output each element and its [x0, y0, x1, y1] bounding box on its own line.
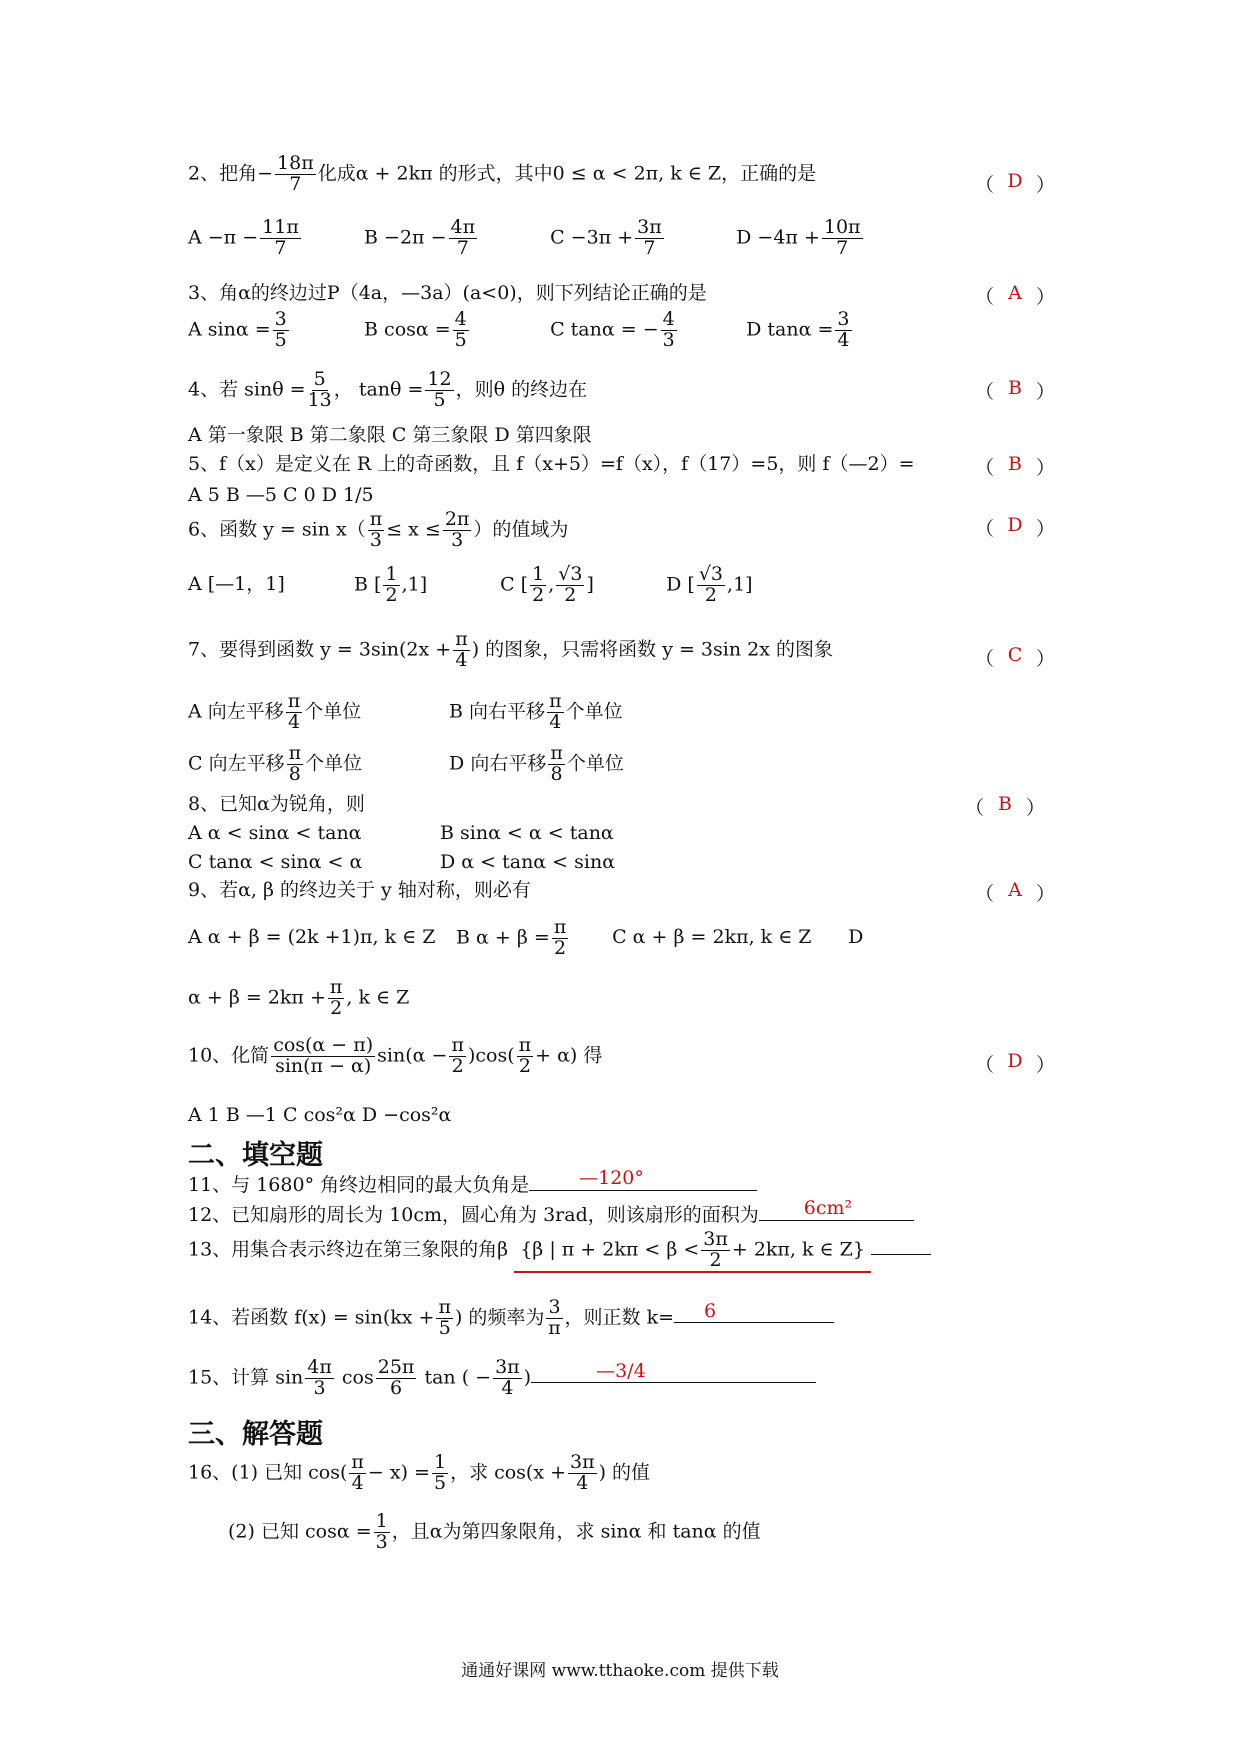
q6-opt-b-post: ,1]	[401, 573, 428, 596]
q16a-f3-num: 3π	[570, 1451, 595, 1473]
q4-f2-den: 5	[433, 388, 446, 411]
q14-func: f(x) = sin(kx +	[294, 1306, 435, 1329]
q7-opt-b-den: 4	[549, 710, 562, 733]
q16a-f3-den: 4	[576, 1471, 589, 1494]
q16a-f2-den: 5	[433, 1471, 447, 1494]
question-11	[188, 1167, 757, 1197]
q15-f3-num: 3π	[495, 1356, 520, 1378]
q6-opt-c-den2: 2	[564, 583, 577, 606]
q9-opt-d-label: D	[848, 926, 864, 949]
q10-prefix: 10、化简	[188, 1044, 270, 1067]
q14-mid: ) 的频率为	[454, 1306, 545, 1329]
q3-opt-c-num: 4	[662, 308, 675, 330]
q9-opt-c: C α + β = 2kπ, k ∈ Z	[612, 926, 812, 949]
q6-opt-c-post: ]	[586, 573, 594, 596]
answer-6-value: D	[1007, 514, 1023, 536]
q6-opt-c-den1: 2	[532, 583, 545, 606]
q7-opt-c-den: 8	[288, 762, 301, 785]
q4-f1-den: 13	[307, 388, 332, 411]
answer-7-value: C	[1007, 644, 1023, 666]
answer-3: （ A ）	[975, 282, 1055, 308]
q7-opt-b-post: 个单位	[565, 700, 623, 723]
q9-opt-d-num: π	[329, 976, 343, 998]
q10-mid2: )cos(	[467, 1044, 515, 1067]
q10-f3-num: π	[518, 1034, 532, 1056]
q16b-prefix: (2) 已知 cosα =	[228, 1520, 372, 1543]
q8-options-cd	[188, 851, 615, 874]
q15-f1-den: 3	[313, 1376, 326, 1399]
q8-options-ab	[188, 822, 614, 845]
answer-7: （ C ）	[975, 644, 1055, 670]
q15-m3: )	[523, 1366, 532, 1389]
q14-f2-num: 3	[548, 1296, 561, 1318]
q9-opt-b: B α + β =	[456, 926, 550, 949]
q10-post: + α) 得	[535, 1044, 603, 1067]
q7-opt-d-den: 8	[550, 762, 563, 785]
q2-options	[188, 218, 865, 259]
page-footer: 通通好课网 www.tthaoke.com 提供下载	[461, 1661, 779, 1681]
question-16-part2	[228, 1512, 761, 1553]
q10-f2-den: 2	[451, 1054, 464, 1077]
q6-opt-b: B [	[354, 573, 382, 596]
q7-opt-d-num: π	[550, 742, 563, 764]
q3-opt-b-den: 5	[454, 328, 467, 351]
q9-opt-d-den: 2	[330, 996, 343, 1019]
q7-opt-a-den: 4	[287, 710, 301, 733]
question-8: 8、已知α为锐角，则	[188, 793, 365, 815]
q16a-m2: ，求 cos(x +	[450, 1461, 567, 1484]
q6-opt-a: A [—1，1]	[188, 573, 285, 596]
q10-f1-num: cos(α − π)	[273, 1034, 374, 1056]
q13-blank-tail	[871, 1234, 931, 1255]
question-9: 9、若α, β 的终边关于 y 轴对称，则必有	[188, 879, 531, 901]
q2-opt-b-num: 4π	[450, 216, 476, 238]
question-15	[188, 1358, 816, 1399]
q6-f2-den: 3	[451, 528, 464, 551]
q8-opt-b: B sinα < α < tanα	[440, 822, 614, 844]
q6-opt-b-num: 1	[385, 563, 398, 585]
q2-prefix: 2、把角	[188, 162, 258, 185]
q14-answer: 6	[704, 1299, 717, 1322]
q6-prefix: 6、函数 y = sin x（	[188, 518, 366, 541]
q6-opt-c-sep: ,	[548, 573, 555, 596]
q7-post: ) 的图象，只需将函数 y = 3sin 2x 的图象	[471, 638, 833, 661]
q10-mid1: sin(α −	[377, 1044, 448, 1067]
answer-10-value: D	[1007, 1050, 1023, 1072]
question-13	[188, 1230, 931, 1273]
q16a-prefix: 16、(1) 已知 cos(	[188, 1461, 348, 1484]
q15-f2-den: 6	[390, 1376, 403, 1399]
q7-f-num: π	[455, 628, 468, 650]
q6-opt-d-post: ,1]	[727, 573, 753, 596]
q7-opt-b: B 向右平移	[449, 700, 546, 723]
q3-opt-c-den: 3	[662, 328, 675, 351]
q12-blank	[759, 1197, 914, 1221]
q3-opt-c: C tanα = −	[550, 318, 659, 341]
q11-blank	[529, 1167, 757, 1191]
q9-opt-d-post: , k ∈ Z	[346, 986, 410, 1009]
q9-options	[188, 918, 863, 959]
q6-post: ）的值域为	[473, 518, 569, 541]
q6-opt-c-num2: √3	[558, 563, 583, 585]
question-3: 3、角α的终边过P（4a，—3a）(a<0)，则下列结论正确的是	[188, 282, 707, 304]
q14-prefix: 14、若函数	[188, 1306, 289, 1329]
q6-opt-d-den: 2	[704, 583, 717, 606]
q14-post: ，则正数 k=	[564, 1306, 675, 1329]
q3-opt-b-num: 4	[454, 308, 467, 330]
answer-9: （ A ）	[975, 879, 1055, 905]
q2-opt-d-den: 7	[836, 236, 849, 259]
q3-options	[188, 310, 854, 351]
answer-6: （ D ）	[975, 514, 1055, 540]
q2-opt-a-num: 11π	[262, 216, 299, 238]
q10-f3-den: 2	[518, 1054, 531, 1077]
q7-opt-a-post: 个单位	[304, 700, 362, 723]
question-12	[188, 1197, 914, 1227]
q2-opt-c-num: 3π	[637, 216, 662, 238]
answer-4-value: B	[1008, 377, 1022, 399]
q15-blank	[531, 1359, 816, 1383]
q3-opt-a: A sinα =	[188, 318, 271, 341]
q13-set-num: 3π	[703, 1228, 728, 1250]
q7-opt-a: A 向左平移	[188, 700, 284, 723]
q6-opt-d: D [	[666, 573, 695, 596]
q3-opt-a-den: 5	[274, 328, 287, 351]
q7-opt-d: D 向右平移	[449, 752, 547, 775]
q10-f2-num: π	[451, 1034, 464, 1056]
q9-opt-b-den: 2	[554, 936, 567, 959]
section-3-title: 三、解答题	[188, 1419, 323, 1450]
q3-opt-a-num: 3	[274, 308, 287, 330]
q13-answer	[514, 1230, 871, 1273]
q12-answer: 6cm²	[803, 1197, 853, 1220]
q7-prefix: 7、要得到函数 y = 3sin(2x +	[188, 638, 452, 661]
q7-opt-a-num: π	[287, 690, 301, 712]
q6-f1-den: 3	[369, 528, 382, 551]
q5-options: A 5 B —5 C 0 D 1/5	[188, 484, 374, 506]
question-5: 5、f（x）是定义在 R 上的奇函数，且 f（x+5）=f（x），f（17）=5，则 f（—2）=	[188, 453, 915, 475]
q16a-post: ) 的值	[598, 1461, 651, 1484]
q13-set-den: 2	[709, 1248, 722, 1271]
q2-opt-a: A −π −	[188, 226, 259, 249]
q3-opt-d-num: 3	[837, 308, 850, 330]
q15-m1: cos	[341, 1366, 374, 1389]
q16a-f1-num: π	[351, 1451, 364, 1473]
q2-opt-d: D −4π +	[736, 226, 820, 249]
q10-options: A 1 B —1 C cos²α D −cos²α	[188, 1104, 452, 1126]
answer-10: （ D ）	[975, 1050, 1055, 1076]
q7-opt-c-post: 个单位	[305, 752, 363, 775]
question-4	[188, 370, 587, 411]
q14-f-num: π	[438, 1296, 451, 1318]
answer-3-value: A	[1008, 282, 1022, 304]
q2-opt-d-num: 10π	[823, 216, 861, 238]
q15-m2: tan ( −	[424, 1366, 492, 1389]
q7-opt-b-num: π	[549, 690, 562, 712]
q15-f1-num: 4π	[307, 1356, 332, 1378]
q10-f1-den: sin(π − α)	[275, 1054, 372, 1077]
q7-f-den: 4	[455, 648, 468, 671]
q3-opt-b: B cosα =	[364, 318, 451, 341]
q7-options-cd	[188, 744, 624, 785]
q6-opt-b-den: 2	[385, 583, 398, 606]
question-16-part1	[188, 1453, 650, 1494]
q14-blank	[674, 1299, 834, 1323]
answer-8-value: B	[998, 793, 1012, 815]
q9-opt-b-num: π	[553, 916, 567, 938]
q4-post: ，则θ 的终边在	[455, 378, 588, 401]
answer-5: （ B ）	[975, 453, 1055, 479]
q4-mid: ， tanθ =	[333, 378, 424, 401]
question-10	[188, 1036, 602, 1077]
q16b-post: ，且α为第四象限角，求 sinα 和 tanα 的值	[391, 1520, 761, 1543]
q13-stem: 13、用集合表示终边在第三象限的角β	[188, 1238, 509, 1261]
q3-opt-d: D tanα =	[746, 318, 834, 341]
q2-frac-num: 18π	[277, 152, 314, 174]
answer-9-value: A	[1008, 879, 1022, 901]
q15-answer: —3/4	[596, 1359, 646, 1382]
q6-f2-num: 2π	[444, 508, 470, 530]
q6-options	[188, 565, 753, 606]
question-14	[188, 1298, 834, 1339]
q12-stem: 12、已知扇形的周长为 10cm，圆心角为 3rad，则该扇形的面积为	[188, 1204, 759, 1226]
q13-set-post: + 2kπ, k ∈ Z}	[731, 1238, 865, 1261]
q13-set-pre: {β | π + 2kπ < β <	[520, 1238, 700, 1261]
q6-opt-c: C [	[500, 573, 529, 596]
q2-opt-a-den: 7	[274, 236, 287, 259]
answer-5-value: B	[1008, 453, 1022, 475]
q14-f-den: 5	[438, 1316, 451, 1339]
q16b-f-num: 1	[375, 1510, 388, 1532]
q11-stem: 11、与 1680° 角终边相同的最大负角是	[188, 1174, 530, 1196]
q4-prefix: 4、若 sinθ =	[188, 378, 306, 401]
q2-stem: 化成α + 2kπ 的形式，其中0 ≤ α < 2π, k ∈ Z，正确的是	[317, 162, 817, 185]
q8-opt-c: C tanα < sinα < α	[188, 851, 363, 873]
q4-options: A 第一象限 B 第二象限 C 第三象限 D 第四象限	[188, 424, 592, 446]
answer-8: （ B ）	[965, 793, 1045, 819]
q4-f1-num: 5	[313, 368, 326, 390]
q9-opt-d: α + β = 2kπ +	[188, 986, 326, 1009]
question-7	[188, 630, 833, 671]
q15-f2-num: 25π	[377, 1356, 415, 1378]
q16a-f2-num: 1	[433, 1451, 447, 1473]
q16a-m1: − x) =	[367, 1461, 430, 1484]
question-2: 2、把角− $\frac{18\pi}{7}$ 化成α + 2kπ 的形式，其中0 ≤ α < 2π, k ∈ Z，正确的是	[188, 152, 817, 195]
q3-opt-d-den: 4	[837, 328, 850, 351]
q2-opt-c: C −3π +	[550, 226, 634, 249]
q2-frac-den: 7	[289, 172, 302, 195]
q2-opt-c-den: 7	[643, 236, 656, 259]
section-2-title: 二、填空题	[188, 1140, 323, 1171]
q2-opt-b: B −2π −	[364, 226, 447, 249]
q2-opt-b-den: 7	[456, 236, 469, 259]
q8-opt-d: D α < tanα < sinα	[440, 851, 616, 873]
answer-2: （ D ）	[975, 170, 1055, 196]
q6-f1-num: π	[369, 508, 383, 530]
answer-4: （ B ）	[975, 377, 1055, 403]
q7-options-ab	[188, 692, 623, 733]
question-6	[188, 510, 568, 551]
q6-mid: ≤ x ≤	[386, 518, 441, 541]
q16a-f1-den: 4	[351, 1471, 364, 1494]
q9-option-d	[188, 978, 409, 1019]
q7-opt-c-num: π	[288, 742, 302, 764]
q15-f3-den: 4	[501, 1376, 514, 1399]
q7-opt-d-post: 个单位	[566, 752, 624, 775]
q6-opt-c-num1: 1	[532, 563, 545, 585]
answer-2-value: D	[1007, 170, 1023, 192]
q11-answer: —120°	[579, 1167, 644, 1190]
q2-fraction	[275, 154, 316, 195]
q16b-f-den: 3	[375, 1530, 388, 1553]
q8-opt-a: A α < sinα < tanα	[188, 822, 362, 844]
q6-opt-d-num: √3	[698, 563, 724, 585]
q14-f2-den: π	[548, 1316, 561, 1339]
q4-f2-num: 12	[427, 368, 452, 390]
q15-prefix: 15、计算 sin	[188, 1366, 304, 1389]
q7-opt-c: C 向左平移	[188, 752, 285, 775]
q9-opt-a: A α + β = (2k +1)π, k ∈ Z	[188, 926, 436, 949]
